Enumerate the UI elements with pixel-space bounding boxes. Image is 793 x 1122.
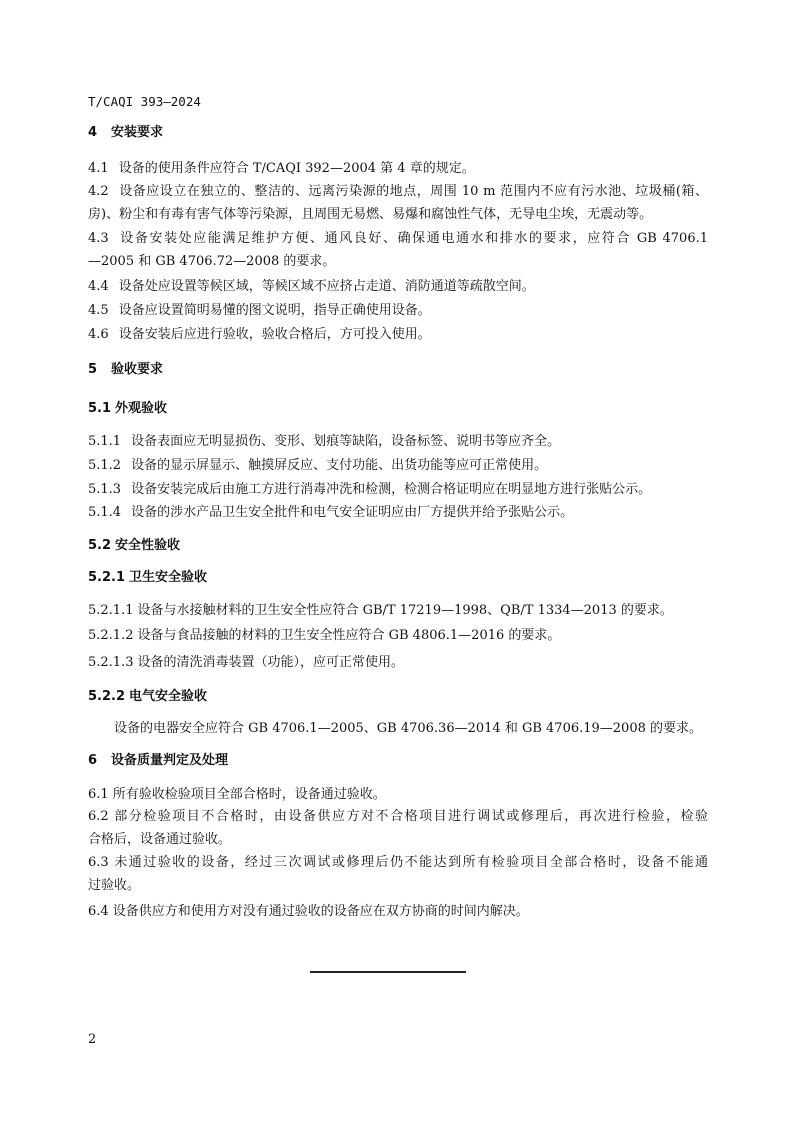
clause-number: 5.1	[88, 401, 112, 416]
clause-text: 设备的使用条件应符合 T/CAQI 392—2004 第 4 章的规定。	[118, 161, 475, 176]
clause-text: 设备处应设置等候区域，等候区域不应挤占走道、消防通道等疏散空间。	[118, 279, 535, 294]
clause-6-3-cont: 过验收。	[88, 878, 141, 893]
clause-number: 6.4	[88, 904, 109, 919]
clause-text: 设备表面应无明显损伤、变形、划痕等缺陷，设备标签、说明书等应齐全。	[131, 434, 561, 449]
clause-4-6	[88, 326, 431, 344]
page-number: 2	[88, 1032, 97, 1047]
clause-text: 所有验收检验项目全部合格时，设备通过验收。	[112, 787, 386, 802]
clause-number: 5.1.2	[88, 458, 122, 473]
clause-number: 5.2.1.3	[88, 655, 134, 670]
clause-text: 设备的显示屏显示、触摸屏反应、支付功能、出货功能等应可正常使用。	[131, 458, 548, 473]
clause-number: 5.1.3	[88, 482, 122, 497]
clause-number: 6.2	[88, 809, 109, 824]
clause-number: 5	[88, 362, 98, 377]
clause-4-2-cont: 房)、粉尘和有毒有害气体等污染源，且周围无易燃、易爆和腐蚀性气体，无导电尘埃，无震动等。	[88, 207, 653, 222]
clause-text: 设备与水接触材料的卫生安全性应符合 GB/T 17219—1998、QB/T 1334—2013 的要求。	[137, 603, 673, 618]
clause-text: 设备的涉水产品卫生安全批件和电气安全证明应由厂方提供并给予张贴公示。	[131, 505, 574, 520]
clause-text: 安全性验收	[115, 538, 181, 553]
clause-number: 4.4	[88, 279, 109, 294]
clause-number: 6.1	[88, 787, 109, 802]
clause-number: 6.3	[88, 855, 109, 870]
clause-number: 4.6	[88, 327, 109, 342]
clause-5-2-1-3	[88, 654, 404, 672]
clause-6-1	[88, 786, 386, 804]
clause-5-2-1-2	[88, 627, 560, 645]
clause-number: 5.2.1	[88, 570, 126, 585]
section-heading-5-1	[88, 400, 167, 418]
clause-text: 验收要求	[111, 362, 164, 377]
clause-text: 设备应设立在独立的、整洁的、远离污染源的地点，周围 10 m 范围内不应有污水池、垃圾桶(箱、	[118, 184, 708, 199]
clause-5-1-4	[88, 504, 573, 522]
clause-4-3	[88, 230, 708, 248]
clause-text: 设备安装处应能满足维护方便、通风良好、确保通电通水和排水的要求，应符合 GB 4706.1	[118, 231, 708, 246]
clause-text: 部分检验项目不合格时，由设备供应方对不合格项目进行调试或修理后，再次进行检验，检验	[112, 809, 708, 824]
clause-text: 设备安装完成后由施工方进行消毒冲洗和检测，检测合格证明应在明显地方进行张贴公示。	[131, 482, 652, 497]
clause-number: 5.2.1.1	[88, 603, 134, 618]
clause-text: 设备的清洗消毒装置（功能），应可正常使用。	[137, 655, 404, 670]
clause-5-1-1	[88, 433, 560, 451]
clause-text: 外观验收	[115, 401, 168, 416]
clause-text: 设备与食品接触的材料的卫生安全性应符合 GB 4806.1—2016 的要求。	[137, 628, 561, 643]
document-code-header: T/CAQI 393—2024	[88, 94, 201, 109]
clause-number: 4	[88, 125, 98, 140]
section-heading-5-2-1	[88, 569, 207, 587]
clause-text: 设备安装后应进行验收，验收合格后，方可投入使用。	[118, 327, 431, 342]
clause-number: 4.2	[88, 184, 109, 199]
clause-number: 6	[88, 753, 98, 768]
clause-4-5	[88, 302, 431, 320]
clause-text: 安装要求	[111, 125, 164, 140]
clause-6-4	[88, 903, 529, 921]
clause-text: 设备应设置简明易懂的图文说明，指导正确使用设备。	[118, 303, 431, 318]
clause-5-2-1-1	[88, 602, 673, 620]
clause-5-1-3	[88, 481, 651, 499]
clause-number: 4.3	[88, 231, 109, 246]
clause-number: 4.1	[88, 161, 109, 176]
clause-4-1	[88, 160, 475, 178]
clause-5-1-2	[88, 457, 547, 475]
section-heading-6	[88, 752, 228, 770]
clause-4-4	[88, 278, 535, 296]
section-heading-4	[88, 124, 163, 142]
clause-number: 5.1.1	[88, 434, 122, 449]
section-heading-5	[88, 361, 163, 379]
clause-number: 5.2.1.2	[88, 628, 134, 643]
section-heading-5-2	[88, 537, 180, 555]
clause-text: 卫生安全验收	[129, 570, 208, 585]
clause-4-2	[88, 183, 708, 201]
clause-text: 未通过验收的设备，经过三次调试或修理后仍不能达到所有检验项目全部合格时，设备不能通	[112, 855, 708, 870]
clause-number: 5.2	[88, 538, 112, 553]
clause-text: 设备质量判定及处理	[111, 753, 229, 768]
clause-4-3-cont: —2005 和 GB 4706.72—2008 的要求。	[88, 254, 336, 269]
end-of-document-rule	[310, 971, 466, 973]
clause-5-2-2-paragraph: 设备的电器安全应符合 GB 4706.1—2005、GB 4706.36—2014 和 GB 4706.19—2008 的要求。	[114, 721, 702, 736]
clause-6-2	[88, 808, 708, 826]
clause-6-3	[88, 854, 708, 872]
clause-number: 4.5	[88, 303, 109, 318]
clause-number: 5.2.2	[88, 689, 126, 704]
clause-6-2-cont: 合格后，设备通过验收。	[88, 832, 232, 847]
clause-number: 5.1.4	[88, 505, 122, 520]
section-heading-5-2-2	[88, 688, 207, 706]
clause-text: 电气安全验收	[129, 689, 208, 704]
clause-text: 设备供应方和使用方对没有通过验收的设备应在双方协商的时间内解决。	[112, 904, 529, 919]
